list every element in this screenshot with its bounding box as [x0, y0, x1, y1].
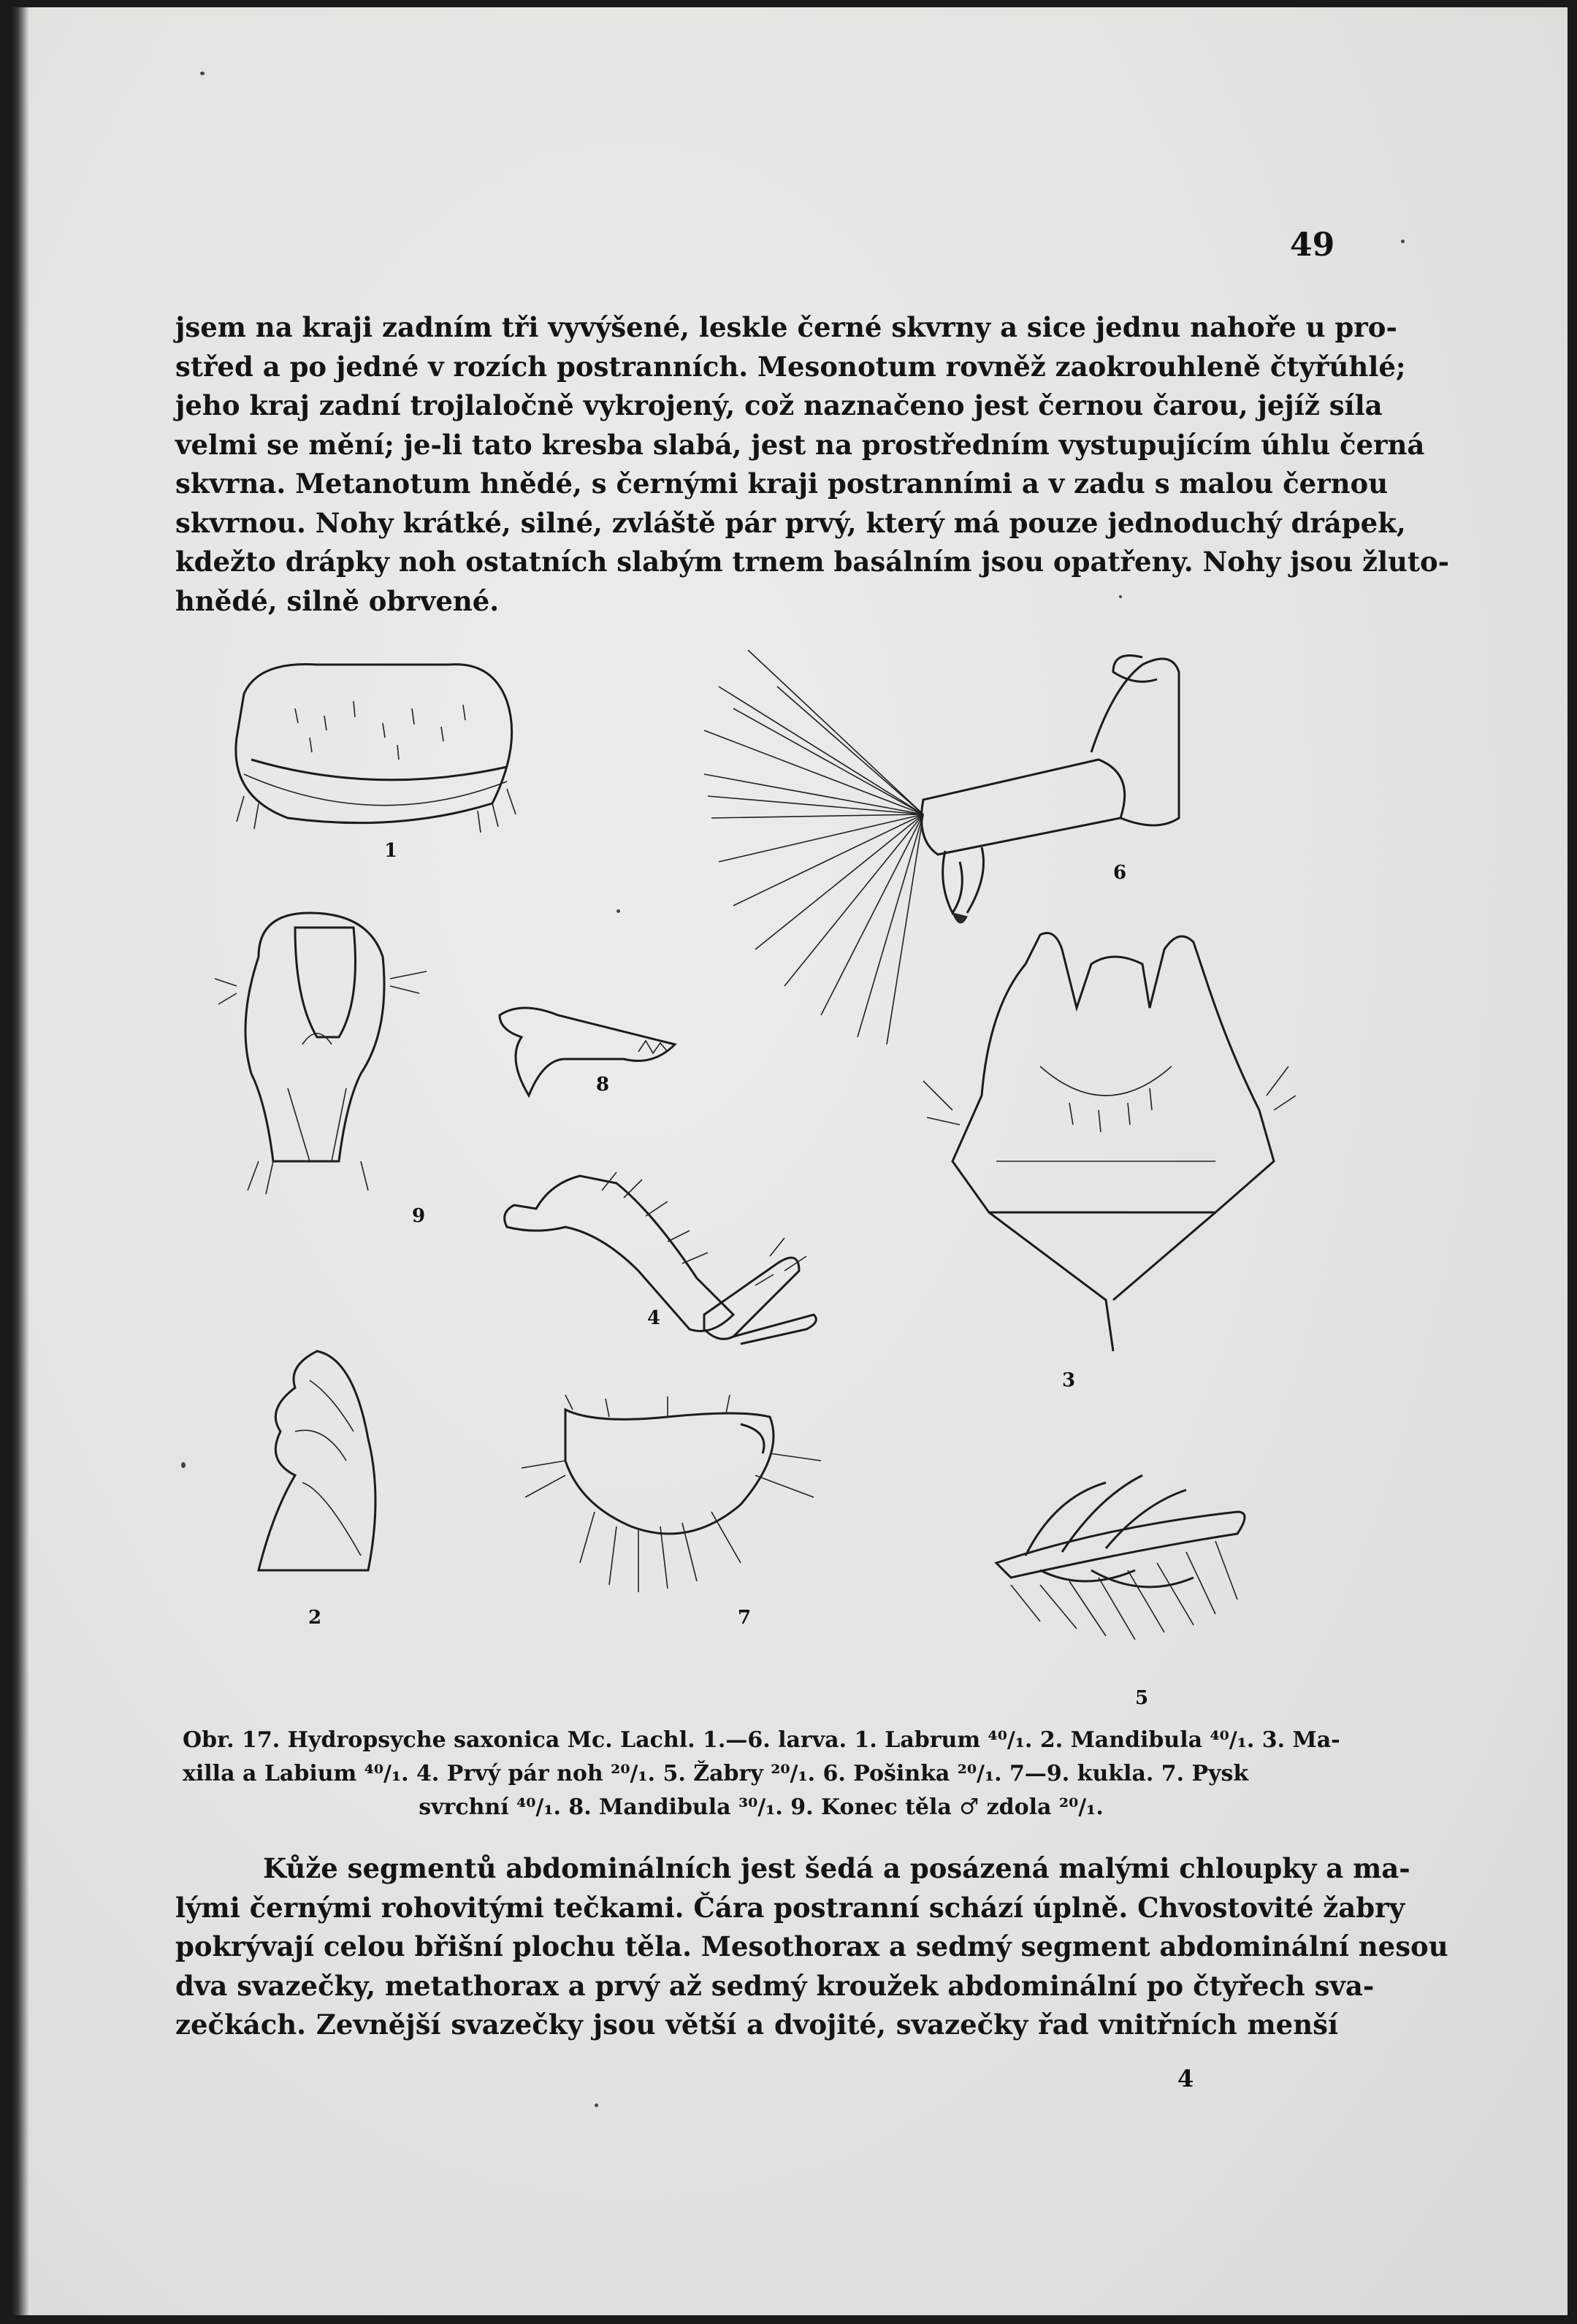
figure-5-zabry: [996, 1475, 1245, 1640]
text-line: pokrývají celou břišní plochu těla. Mesothorax a sedmý segment abdominální nesou: [175, 1930, 1448, 1962]
scan-speck: [1401, 240, 1405, 243]
caption-line: xilla a Labium ⁴⁰/₁. 4. Prvý pár noh ²⁰/₁. 5. Žabry ²⁰/₁. 6. Pošinka ²⁰/₁. 7—9. kukla. 7. Pysk: [183, 1761, 1249, 1786]
figure-2-mandibula: [259, 1351, 375, 1570]
text-line: kdežto drápky noh ostatních slabým trnem basálním jsou opatřeny. Nohy jsou žluto-: [175, 546, 1450, 578]
figure-caption: [183, 1724, 1340, 1824]
figure-label-4: 4: [647, 1307, 661, 1329]
caption-line: svrchní ⁴⁰/₁. 8. Mandibula ³⁰/₁. 9. Konec těla ♂ zdola ²⁰/₁.: [419, 1794, 1104, 1820]
text-line: jsem na kraji zadním tři vyvýšené, leskle černé skvrny a sice jednu nahoře u pro-: [175, 311, 1397, 343]
text-line: zečkách. Zevnější svazečky jsou větší a dvojité, svazečky řad vnitřních menší: [175, 2008, 1338, 2041]
figure-label-7: 7: [738, 1607, 752, 1629]
text-line: lými černými rohovitými tečkami. Čára postranní schází úplně. Chvostovité žabry: [175, 1891, 1405, 1924]
text-line: dva svazečky, metathorax a prvý až sedmý kroužek abdominální po čtyřech sva-: [175, 1969, 1375, 2002]
figure-label-3: 3: [1062, 1369, 1076, 1391]
text-line: jeho kraj zadní trojlaločně vykrojený, což naznačeno jest černou čarou, jejíž síla: [175, 389, 1383, 421]
figure-6-posinka: [704, 650, 1179, 1044]
figure-9-konec-tela: [215, 913, 427, 1194]
figure-plate: [200, 643, 1296, 1716]
scan-speck: [616, 909, 620, 913]
figure-label-8: 8: [596, 1074, 610, 1096]
figure-label-2: 2: [308, 1607, 322, 1629]
figure-label-5: 5: [1135, 1687, 1149, 1709]
paragraph-top: [175, 308, 1450, 621]
scan-speck: [200, 72, 205, 75]
text-line: hnědé, silně obrvené.: [175, 584, 500, 617]
book-page: [10, 7, 1568, 2315]
figure-label-6: 6: [1113, 862, 1127, 884]
caption-line: Obr. 17. Hydropsyche saxonica Mc. Lachl. 1.—6. larva. 1. Labrum ⁴⁰/₁. 2. Mandibula ⁴⁰/₁. 3. Ma-: [183, 1727, 1340, 1753]
scan-speck: [595, 2103, 598, 2107]
figure-3-maxilla-labium: [923, 933, 1296, 1352]
scan-speck: [1119, 595, 1122, 598]
scan-shadow-edge: [10, 7, 29, 2315]
text-line: skvrnou. Nohy krátké, silné, zvláště pár prvý, který má pouze jednoduchý drápek,: [175, 506, 1406, 539]
scan-speck: [181, 1462, 186, 1468]
figure-1-labrum: [236, 665, 516, 833]
text-line: Kůže segmentů abdominálních jest šedá a posázená malými chloupky a ma-: [263, 1852, 1410, 1884]
paragraph-bottom: [175, 1849, 1448, 2045]
figure-8-mandibula: [500, 1008, 675, 1096]
signature-mark: 4: [1177, 2065, 1194, 2092]
figure-7-pysk-svrchni: [522, 1395, 821, 1592]
text-line: střed a po jedné v rozích postranních. Mesonotum rovněž zaokrouhleně čtyřúhlé;: [175, 350, 1406, 383]
figure-label-9: 9: [412, 1205, 426, 1227]
figure-label-1: 1: [384, 840, 398, 862]
text-line: skvrna. Metanotum hnědé, s černými kraji postranními a v zadu s malou černou: [175, 467, 1389, 500]
text-line: velmi se mění; je-li tato kresba slabá, jest na prostředním vystupujícím úhlu černá: [175, 428, 1425, 461]
page-number: 49: [1290, 226, 1335, 264]
